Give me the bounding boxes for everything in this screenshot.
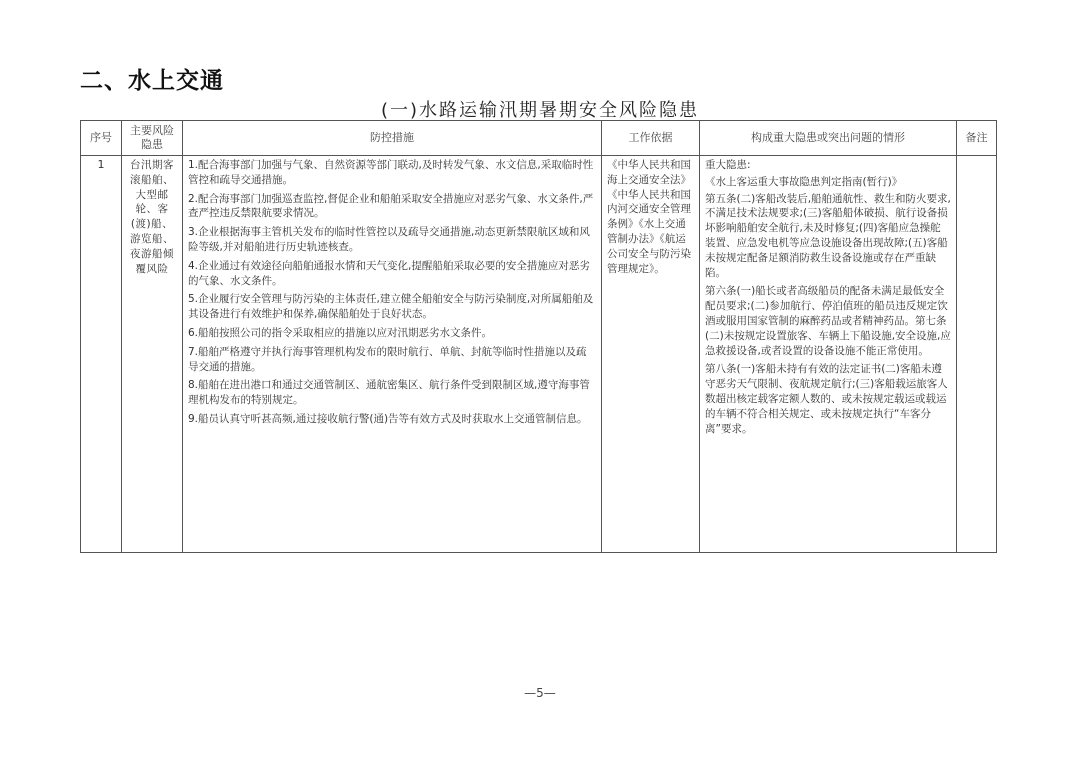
risk-description: 台汛期客滚船舶、大型邮轮、客(渡)船、游览船、夜游船倾覆风险 <box>122 156 183 553</box>
table-header-row <box>81 121 997 156</box>
condition-reference: 《水上客运重大事故隐患判定指南(暂行)》 <box>705 175 903 188</box>
section-title: 二、水上交通 <box>80 68 224 94</box>
header-conditions: 构成重大隐患或突出问题的情形 <box>700 121 957 156</box>
header-no: 序号 <box>81 121 122 156</box>
measure-item: 6.船舶按照公司的指令采取相应的措施以应对汛期恶劣水文条件。 <box>188 326 493 339</box>
measure-item: 7.船舶严格遵守并执行海事管理机构发布的限时航行、单航、封航等临时性措施以及疏导交通的措施。 <box>188 345 587 373</box>
page-number: —5— <box>524 686 556 700</box>
measure-item: 5.企业履行安全管理与防污染的主体责任,建立健全船舶安全与防污染制度,对所属船舶及其设备进行有效维护和保养,确保船舶处于良好状态。 <box>188 293 594 321</box>
measure-item: 2.配合海事部门加强巡查监控,督促企业和船舶采取安全措施应对恶劣气象、水文条件,严查严控违反禁限航要求情况。 <box>188 192 594 220</box>
table-row <box>81 156 997 553</box>
condition-item: 第五条(二)客船改装后,船舶通航性、救生和防火要求,不满足技术法规要求;(三)客船船体破损、航行设备损坏影响船舶安全航行,未及时修复;(四)客船应急操舵装置、应急发电机等应急设施设备出现故障;(五)客船未按规定配备足额消防救生设备设施或存在严重缺陷。 <box>705 192 951 279</box>
table-title: (一)水路运输汛期暑期安全风险隐患 <box>380 100 700 121</box>
condition-heading: 重大隐患: <box>705 159 751 171</box>
row-number: 1 <box>81 156 122 553</box>
header-notes: 备注 <box>957 121 997 156</box>
measures-cell <box>183 156 602 553</box>
conditions-cell <box>700 156 957 553</box>
measure-item: 4.企业通过有效途径向船舶通报水情和天气变化,提醒船舶采取必要的安全措施应对恶劣的气象、水文条件。 <box>188 259 590 287</box>
measure-item: 3.企业根据海事主管机关发布的临时性管控以及疏导交通措施,动态更新禁限航区域和风险等级,并对船舶进行历史轨迹核查。 <box>188 226 590 253</box>
measure-item: 1.配合海事部门加强与气象、自然资源等部门联动,及时转发气象、水文信息,采取临时性管控和疏导交通措施。 <box>188 159 594 186</box>
header-basis: 工作依据 <box>602 121 700 156</box>
condition-item: 第八条(一)客船未持有有效的法定证书(二)客船未遵守恶劣天气限制、夜航规定航行;(三)客船载运旅客人数超出核定载客定额人数的、或未按规定载运或载运的车辆不符合相关规定、或未按规定执行“车客分离”要求。 <box>705 363 948 435</box>
condition-item: 第六条(一)船长或者高级船员的配备未满足最低安全配员要求;(二)参加航行、停泊值班的船员违反规定饮酒或服用国家管制的麻醉药品或者精神药品。第七条(二)未按规定设置旅客、车辆上下船设施,安全设施,应急救援设备,或者设置的设备设施不能正常使用。 <box>705 285 951 357</box>
work-basis: 《中华人民共和国海上交通安全法》《中华人民共和国内河交通安全管理条例》《水上交通管制办法》《航运公司安全与防污染管理规定》。 <box>602 156 700 553</box>
notes-cell <box>957 156 997 553</box>
measure-item: 9.船员认真守听甚高频,通过接收航行警(通)告等有效方式及时获取水上交通管制信息。 <box>188 412 588 425</box>
risk-table <box>80 120 997 553</box>
measure-item: 8.船舶在进出港口和通过交通管制区、通航密集区、航行条件受到限制区域,遵守海事管理机构发布的特别规定。 <box>188 379 590 407</box>
header-measures: 防控措施 <box>183 121 602 156</box>
header-risk: 主要风险隐患 <box>122 121 183 156</box>
